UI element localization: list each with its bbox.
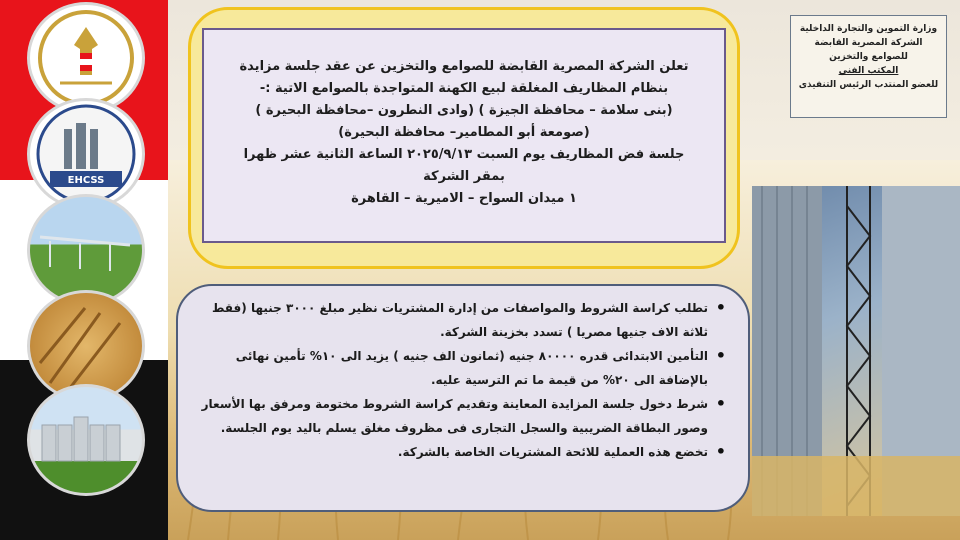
condition-item: • تخضع هذه العملية للائحة المشتريات الخاصة بالشركة. bbox=[200, 440, 726, 464]
condition-item: • شرط دخول جلسة المزايدة المعاينة وتقديم كراسة الشروط مختومة ومرفق بها الأسعار وصور البطاقة الضريبية والسجل التجارى فى مظروف مغلق يسلم باليد يوم الجلسة. bbox=[200, 392, 726, 440]
company-name: الشركة المصرية القابضة bbox=[814, 38, 923, 48]
company-logo-text: EHCSS bbox=[67, 175, 105, 186]
flag-stripe-right bbox=[150, 0, 168, 540]
conditions-box bbox=[176, 284, 750, 512]
announcement-box bbox=[202, 28, 726, 243]
announcement-line: تعلن الشركة المصرية القابضة للصوامع والتخزين عن عقد جلسة مزايدة bbox=[239, 59, 689, 74]
office-name: المكتب الفني bbox=[838, 66, 899, 76]
company-subname: للصوامع والتخزين bbox=[829, 52, 908, 62]
announcement-line: بنظام المظاريف المغلقة لبيع الكهنة المتواجدة بالصوامع الاتية :- bbox=[259, 81, 669, 96]
silo-complex-photo bbox=[27, 384, 145, 496]
office-owner: للعضو المنتدب الرئيس التنفيذى bbox=[798, 80, 939, 90]
silo-tower-photo bbox=[752, 186, 960, 516]
announcement-line: بمقر الشركة bbox=[423, 169, 505, 184]
condition-item: • التأمين الابتدائى قدره ٨٠٠٠٠ جنيه (ثمانون الف جنيه ) يزيد الى ١٠% تأمين نهائى بالإضافة الى ٢٠% من قيمة ما تم الترسية عليه. bbox=[200, 344, 726, 392]
ministry-name: وزارة التموين والتجارة الداخلية bbox=[799, 24, 938, 34]
announcement-line: جلسة فض المظاريف يوم السبت ٢٠٢٥/٩/١٣ الساعة الثانية عشر ظهرا bbox=[243, 147, 685, 162]
condition-item: • تطلب كراسة الشروط والمواصفات من إدارة المشتريات نظير مبلغ ٣٠٠٠ جنيها (فقط ثلاثة الاف جنيها مصريا ) تسدد بخزينة الشركة. bbox=[200, 296, 726, 344]
flag-stripe-left bbox=[0, 0, 22, 540]
ministry-header bbox=[790, 15, 947, 118]
announcement-line: (صومعة أبو المطامير– محافظة البحيرة) bbox=[338, 125, 590, 140]
announcement-line: (بنى سلامة – محافظة الجيزة ) (وادى النطرون –محافظة البحيرة ) bbox=[255, 103, 673, 118]
announcement-line: ١ ميدان السواح – الاميرية – القاهرة bbox=[351, 191, 577, 206]
